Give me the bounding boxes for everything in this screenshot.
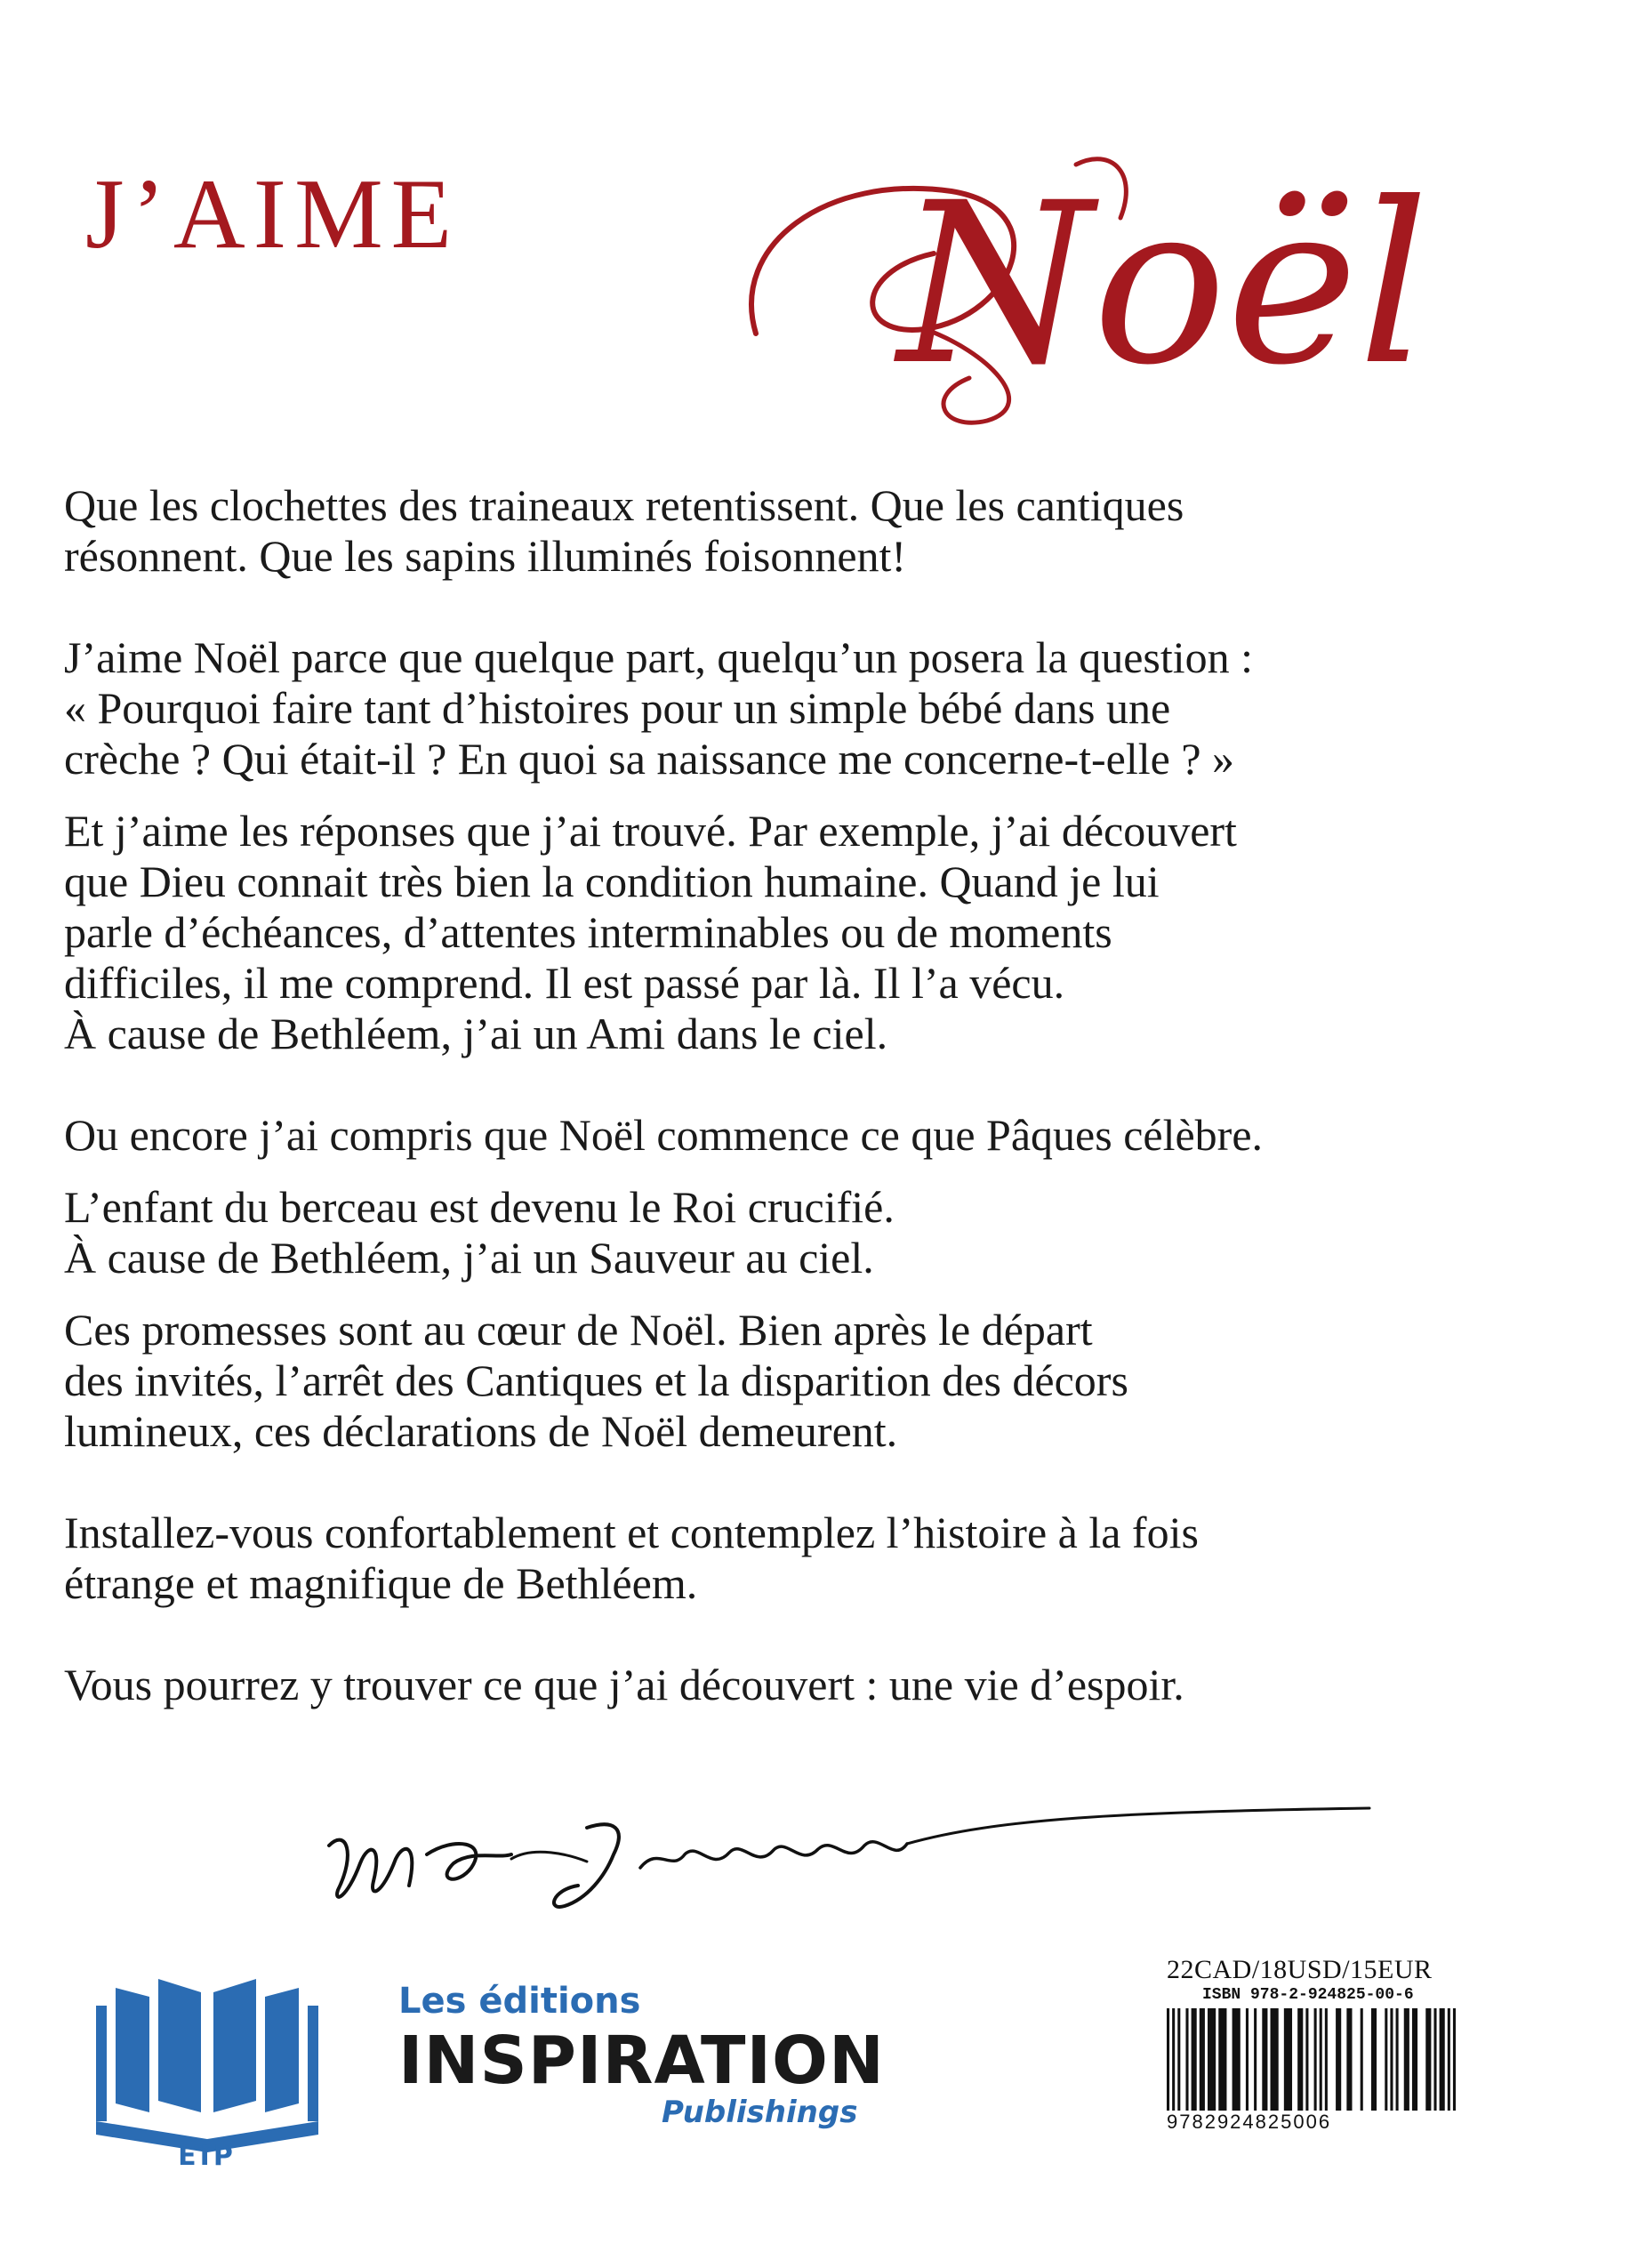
- isbn-label: ISBN 978-2-924825-00-6: [1202, 1986, 1414, 2004]
- barcode-bar: [1262, 2008, 1267, 2111]
- barcode-bar: [1453, 2008, 1456, 2111]
- price-label: 22CAD/18USD/15EUR: [1167, 1955, 1433, 1984]
- author-signature: [320, 1792, 1378, 1926]
- barcode-bar: [1314, 2008, 1317, 2111]
- publisher-line1: Les éditions: [398, 1981, 641, 2022]
- barcode-bar: [1246, 2008, 1249, 2111]
- paragraph-6: Ces promesses sont au cœur de Noël. Bien après le départ des invités, l’arrêt des Cantiques et la disparition des décors lumineux, ces déclarations de Noël demeurent.: [64, 1305, 1128, 1456]
- publisher-line2: INSPIRATION: [398, 2023, 885, 2099]
- publisher-logo: [96, 1957, 318, 2166]
- barcode-bar: [1305, 2008, 1308, 2111]
- barcode-bar: [1433, 2008, 1436, 2111]
- logo-abbrev: EIP: [178, 2141, 237, 2166]
- paragraph-1: Que les clochettes des traineaux retentissent. Que les cantiques résonnent. Que les sapins illuminés foisonnent!: [64, 480, 1184, 581]
- paragraph-4: Ou encore j’ai compris que Noël commence ce que Pâques célèbre.: [64, 1110, 1264, 1160]
- barcode-bar: [1177, 2008, 1180, 2111]
- publisher-line3: Publishings: [662, 2095, 858, 2130]
- barcode-bar: [1361, 2008, 1363, 2111]
- barcode-bar: [1167, 2008, 1169, 2111]
- open-book-icon: [96, 1957, 318, 2166]
- barcode-number: 9782924825006: [1167, 2111, 1332, 2133]
- barcode-bar: [1218, 2008, 1226, 2111]
- barcode-bar: [1271, 2008, 1279, 2111]
- barcode-bar: [1320, 2008, 1322, 2111]
- barcode-bar: [1448, 2008, 1450, 2111]
- barcode-bar: [1200, 2008, 1205, 2111]
- barcode-bar: [1404, 2008, 1409, 2111]
- barcode-bar: [1336, 2008, 1341, 2111]
- title-noel: [720, 138, 1521, 431]
- paragraph-8: Vous pourrez y trouver ce que j’ai découvert : une vie d’espoir.: [64, 1660, 1184, 1709]
- barcode-bar: [1192, 2008, 1197, 2111]
- paragraph-3: Et j’aime les réponses que j’ai trouvé. Par exemple, j’ai découvert que Dieu connait très bien la condition humaine. Quand je lui parle d’échéances, d’attentes interminables ou de moments difficiles, il me comprend. Il est passé par là. Il l’a vécu. À cause de Bethléem, j’ai un Ami dans le ciel.: [64, 806, 1237, 1058]
- paragraph-5: L’enfant du berceau est devenu le Roi crucifié. À cause de Bethléem, j’ai un Sauveur au ciel.: [64, 1182, 895, 1283]
- barcode-bar: [1371, 2008, 1377, 2111]
- barcode-bar: [1172, 2008, 1175, 2111]
- barcode-bar: [1297, 2008, 1303, 2111]
- barcode-bar: [1396, 2008, 1399, 2111]
- barcode-bar: [1233, 2008, 1241, 2111]
- barcode-bar: [1254, 2008, 1257, 2111]
- barcode-bar: [1325, 2008, 1328, 2111]
- blurb: [64, 480, 1611, 1710]
- barcode-bar: [1425, 2008, 1431, 2111]
- title-noel-word: Noël: [898, 155, 1430, 414]
- price-barcode-block: [1167, 1957, 1456, 2132]
- barcode-bar: [1346, 2008, 1352, 2111]
- barcode-bar: [1208, 2008, 1216, 2111]
- barcode: [1167, 2008, 1456, 2111]
- barcode-bar: [1440, 2008, 1445, 2111]
- barcode-bar: [1185, 2008, 1188, 2111]
- barcode-bar: [1385, 2008, 1387, 2111]
- barcode-bar: [1284, 2008, 1292, 2111]
- paragraph-7: Installez-vous confortablement et contemplez l’histoire à la fois étrange et magnifique de Bethléem.: [64, 1508, 1199, 1608]
- title-jaime: J’AIME: [85, 159, 461, 269]
- paragraph-2: J’aime Noël parce que quelque part, quelqu’un posera la question : « Pourquoi faire tant d’histoires pour un simple bébé dans une crèche ? Qui était-il ? En quoi sa naissance me concerne-t-elle ? »: [64, 632, 1254, 784]
- publisher-name: [398, 1981, 885, 2130]
- barcode-bar: [1412, 2008, 1417, 2111]
- barcode-bar: [1390, 2008, 1393, 2111]
